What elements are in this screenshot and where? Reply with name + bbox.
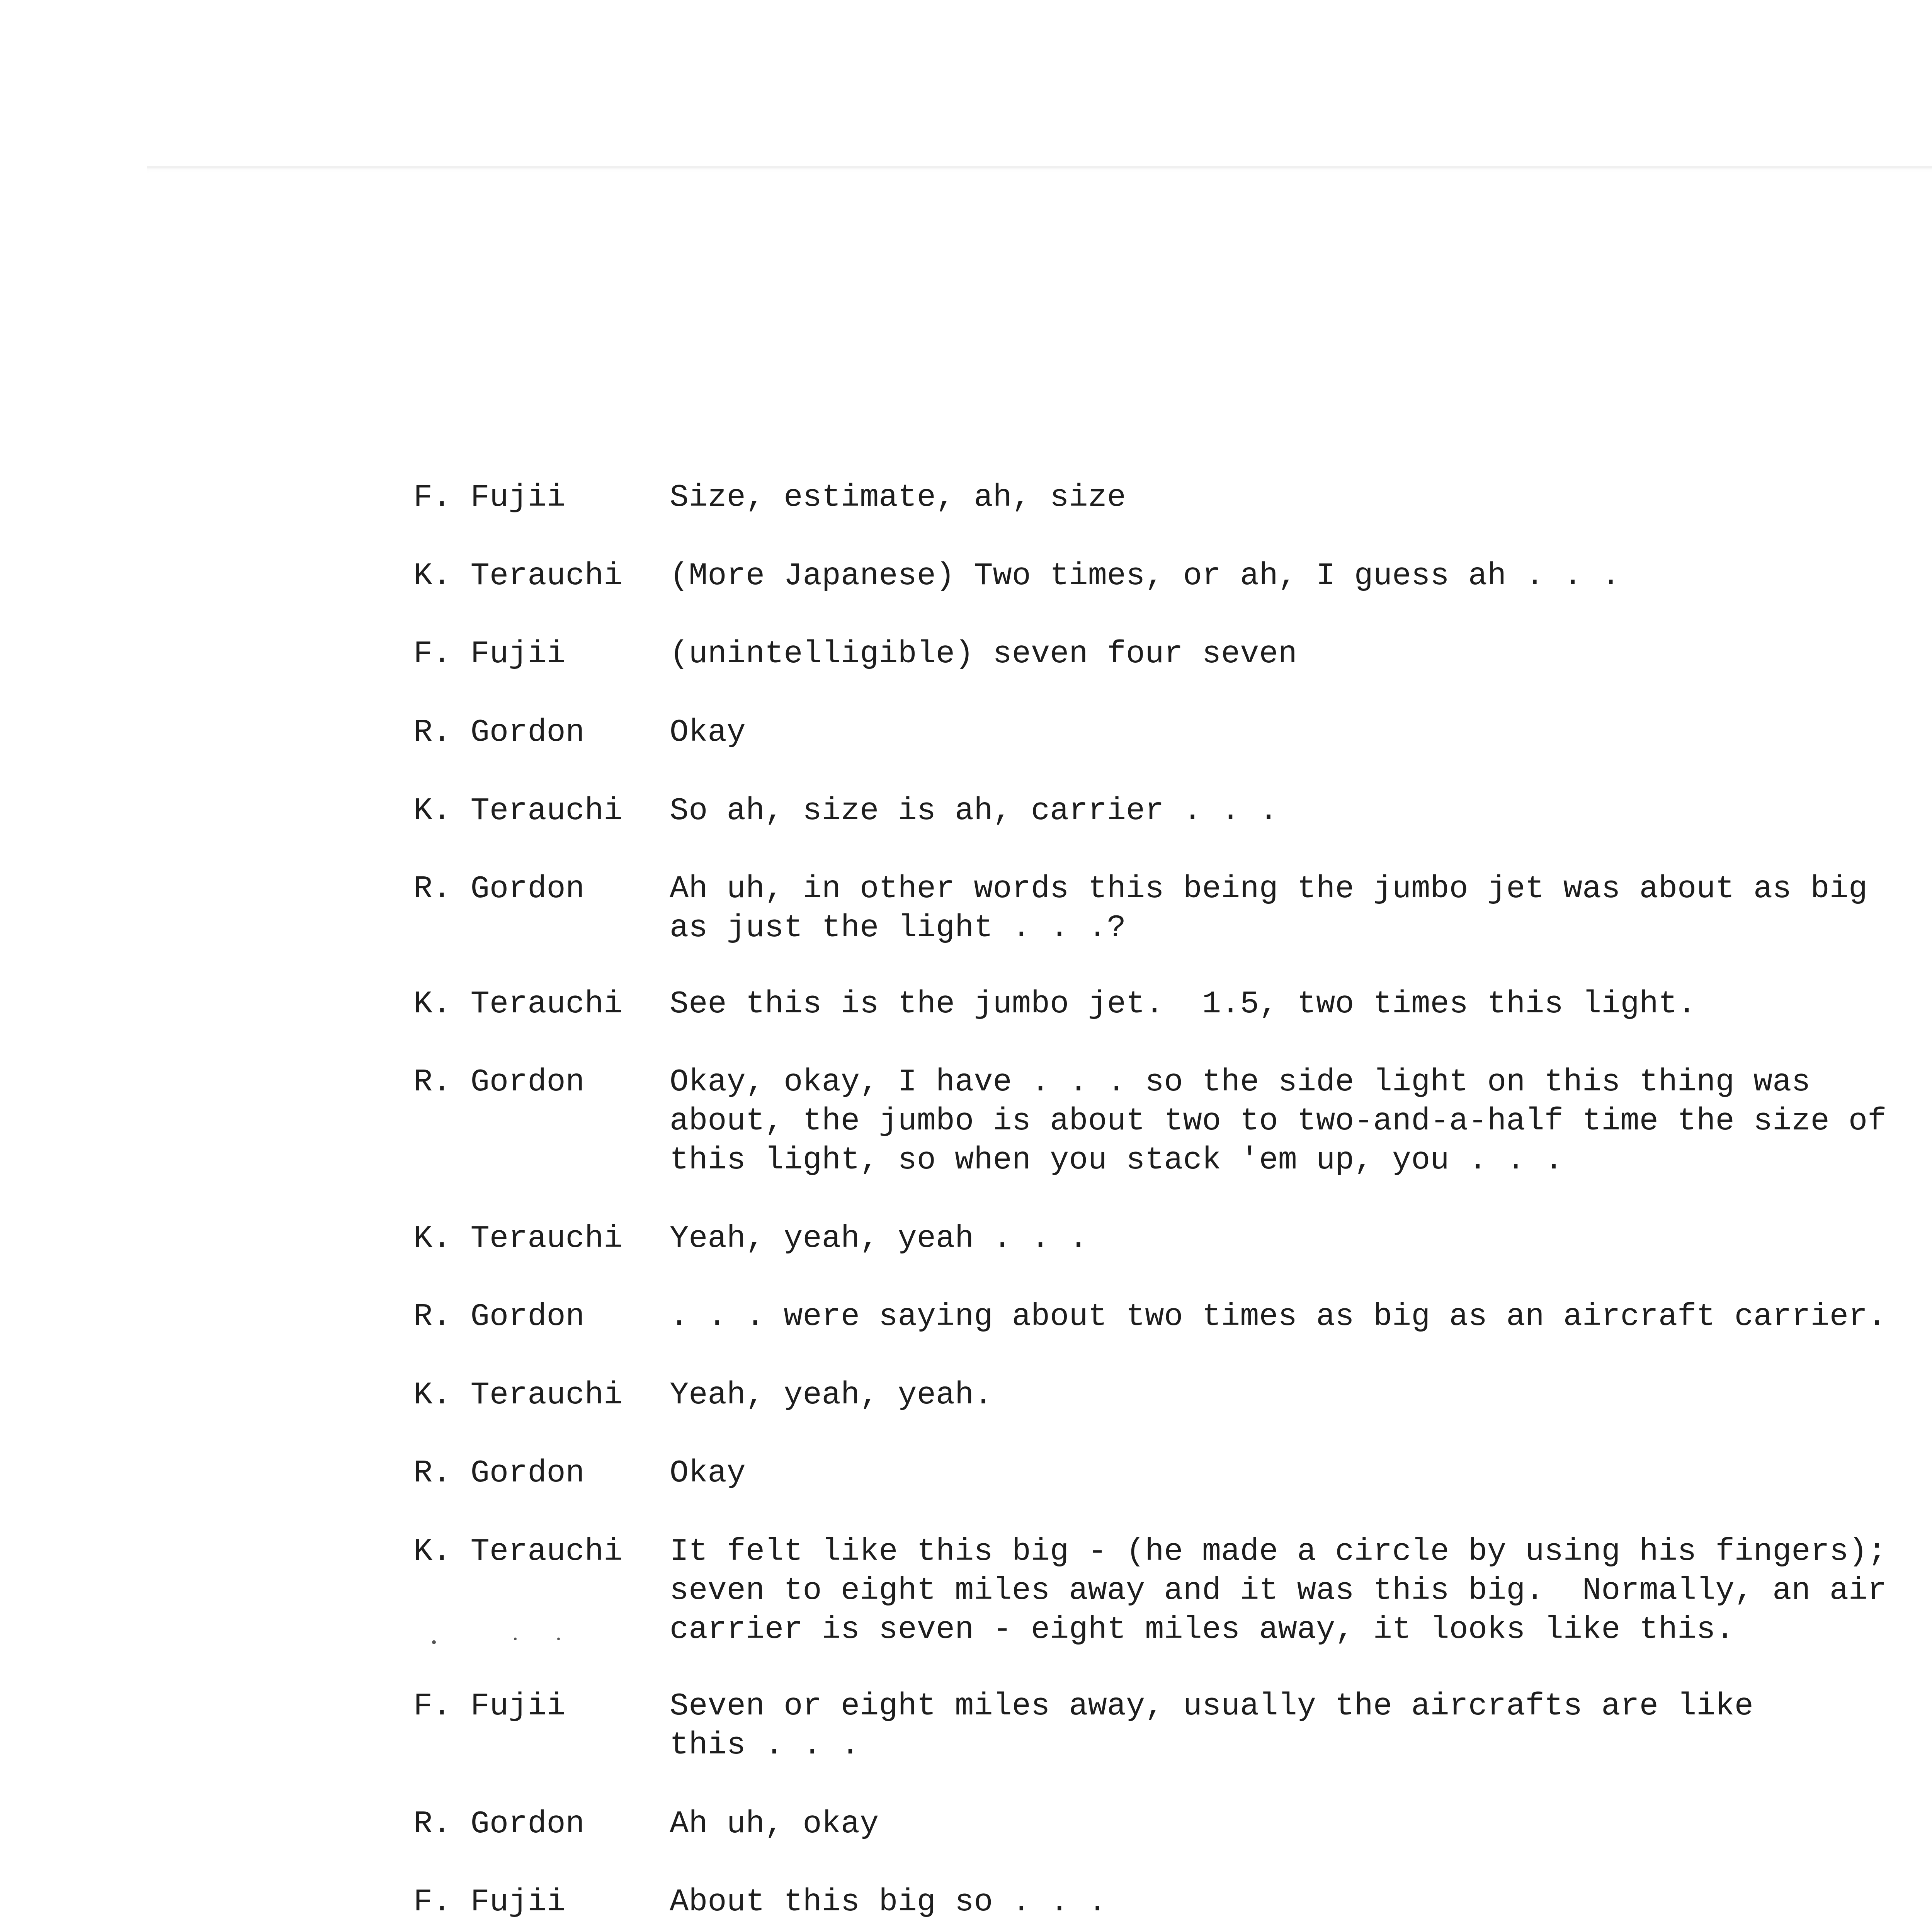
speaker-name: K. Terauchi bbox=[413, 1221, 623, 1257]
utterance-text: (unintelligible) seven four seven bbox=[670, 636, 1297, 672]
utterance-text: Seven or eight miles away, usually the aircrafts are like this . . . bbox=[670, 1688, 1753, 1763]
utterance-text: . . . were saying about two times as big as an aircraft carrier. bbox=[670, 1299, 1887, 1335]
speaker-name: K. Terauchi bbox=[413, 1534, 623, 1570]
speaker-name: K. Terauchi bbox=[413, 558, 623, 594]
utterance-text: Ah uh, in other words this being the jumbo jet was about as big as just the light . . .? bbox=[670, 871, 1868, 946]
utterance-text: Size, estimate, ah, size bbox=[670, 480, 1126, 515]
scan-speck bbox=[557, 1638, 560, 1640]
speaker-name: F. Fujii bbox=[413, 1884, 566, 1920]
utterance-text: Yeah, yeah, yeah. bbox=[670, 1377, 993, 1413]
speaker-name: R. Gordon bbox=[413, 1064, 585, 1100]
speaker-name: F. Fujii bbox=[413, 480, 566, 515]
utterance-text: See this is the jumbo jet. 1.5, two times this light. bbox=[670, 986, 1697, 1022]
speaker-name: R. Gordon bbox=[413, 1455, 585, 1491]
speaker-name: F. Fujii bbox=[413, 1688, 566, 1724]
speaker-name: K. Terauchi bbox=[413, 986, 623, 1022]
utterance-text: Okay bbox=[670, 1455, 746, 1491]
speaker-name: F. Fujii bbox=[413, 636, 566, 672]
utterance-text: Okay bbox=[670, 714, 746, 750]
utterance-text: Ah uh, okay bbox=[670, 1806, 879, 1842]
speaker-name: K. Terauchi bbox=[413, 793, 623, 829]
speaker-name: R. Gordon bbox=[413, 714, 585, 750]
transcript-entry bbox=[0, 1532, 1932, 1688]
utterance-text: About this big so . . . bbox=[670, 1884, 1107, 1920]
utterance-text: So ah, size is ah, carrier . . . bbox=[670, 793, 1278, 829]
scan-speck bbox=[432, 1640, 436, 1644]
utterance-text: (More Japanese) Two times, or ah, I guess ah . . . bbox=[670, 558, 1621, 594]
utterance-text: Yeah, yeah, yeah . . . bbox=[670, 1221, 1088, 1257]
transcript-entry bbox=[0, 1883, 1932, 1932]
scan-speck bbox=[514, 1638, 517, 1640]
speaker-name: R. Gordon bbox=[413, 1299, 585, 1335]
utterance-text: It felt like this big - (he made a circle by using his fingers); seven to eight miles away and it was this big. Normally, an air carrier is seven - eight miles away, it looks like this. bbox=[670, 1534, 1887, 1648]
speaker-name: K. Terauchi bbox=[413, 1377, 623, 1413]
utterance-text: Okay, okay, I have . . . so the side light on this thing was about, the jumbo is about two to two-and-a-half time the size of this light, so when you stack 'em up, you . . . bbox=[670, 1064, 1887, 1178]
speaker-name: R. Gordon bbox=[413, 1806, 585, 1842]
speaker-name: R. Gordon bbox=[413, 871, 585, 907]
transcript-entry bbox=[0, 1063, 1932, 1219]
